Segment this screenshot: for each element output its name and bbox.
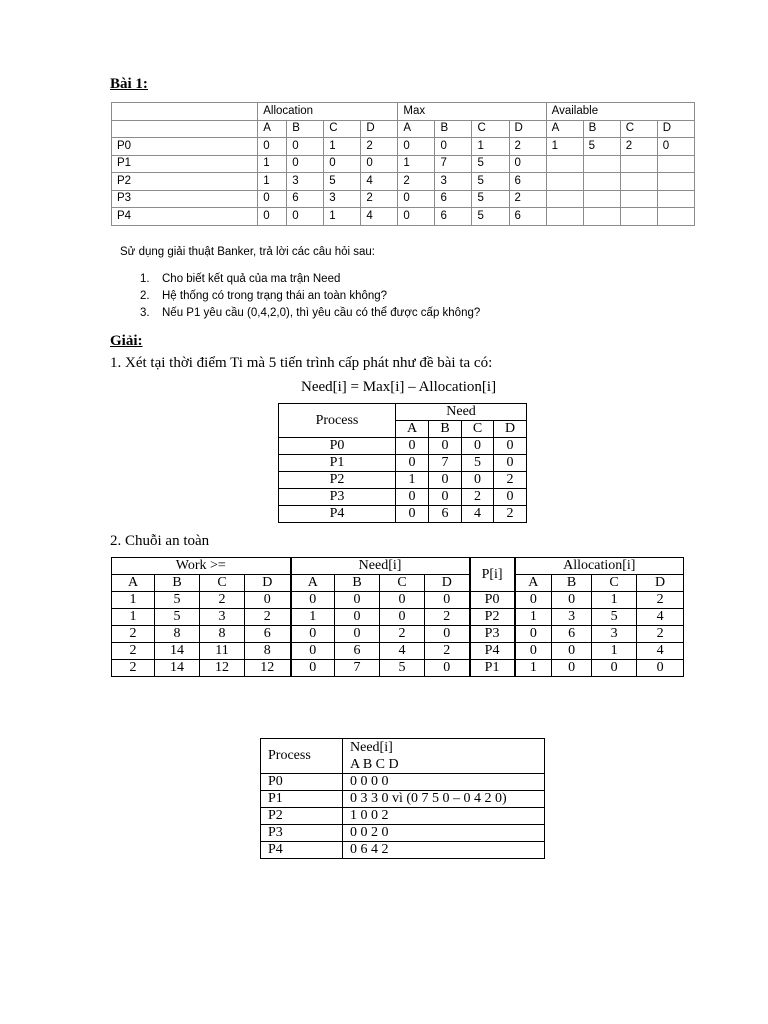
available-cell — [583, 155, 620, 173]
need-row — [279, 506, 527, 523]
need-value-cell: 0 — [462, 472, 494, 489]
need-row — [279, 455, 527, 472]
safe-alloc-cell: 1 — [592, 643, 637, 660]
work-cell: 2 — [112, 660, 155, 677]
final-need-value: 0 6 4 2 — [343, 842, 545, 859]
final-row — [261, 774, 545, 791]
max-cell: 0 — [509, 155, 546, 173]
problem-corner-cell — [112, 103, 258, 121]
problem-row — [112, 208, 695, 226]
available-cell — [546, 208, 583, 226]
work-cell: 2 — [112, 626, 155, 643]
max-cell: 0 — [398, 208, 435, 226]
safe-alloc-cell: 0 — [637, 660, 684, 677]
max-col-a-header: A — [398, 120, 435, 138]
work-cell: 8 — [155, 626, 200, 643]
allocation-cell: 0 — [258, 138, 287, 156]
work-cell: 14 — [155, 660, 200, 677]
final-row — [261, 808, 545, 825]
available-cell — [620, 190, 657, 208]
max-cell: 2 — [509, 138, 546, 156]
safe-alloc-cell: 6 — [552, 626, 592, 643]
allocation-cell: 3 — [287, 173, 324, 191]
max-cell: 5 — [472, 190, 509, 208]
safe-alloc-cell: 1 — [515, 660, 552, 677]
safe-need-cell: 0 — [425, 626, 470, 643]
final-process-header: Process — [261, 739, 343, 774]
work-cell: 1 — [112, 609, 155, 626]
safe-need-col-d-header: D — [425, 575, 470, 592]
allocation-col-d-header: D — [361, 120, 398, 138]
safe-process-label: P2 — [470, 609, 515, 626]
max-cell: 6 — [509, 173, 546, 191]
need-col-d-header: D — [494, 421, 527, 438]
need-value-cell: 0 — [494, 438, 527, 455]
safe-row — [112, 609, 684, 626]
safe-alloc-cell: 1 — [592, 592, 637, 609]
need-table — [278, 403, 527, 523]
need-value-cell: 1 — [396, 472, 429, 489]
safe-need-cell: 0 — [335, 592, 380, 609]
final-row — [261, 791, 545, 808]
safe-need-cell: 4 — [380, 643, 425, 660]
final-need-value: 0 3 3 0 vì (0 7 5 0 – 0 4 2 0) — [343, 791, 545, 808]
work-cell: 8 — [245, 643, 291, 660]
safe-need-cell: 0 — [380, 592, 425, 609]
problem-group-header-row — [112, 103, 695, 121]
safe-alloc-header: Allocation[i] — [515, 558, 684, 575]
work-col-a-header: A — [112, 575, 155, 592]
safe-need-cell: 0 — [291, 643, 335, 660]
max-cell: 5 — [472, 173, 509, 191]
available-col-a-header: A — [546, 120, 583, 138]
available-cell — [546, 155, 583, 173]
work-header: Work >= — [112, 558, 291, 575]
final-row — [261, 825, 545, 842]
question-list — [140, 271, 480, 322]
final-need-table — [260, 738, 545, 859]
safe-alloc-cell: 0 — [592, 660, 637, 677]
safe-row — [112, 592, 684, 609]
safe-need-cell: 0 — [335, 626, 380, 643]
need-col-a-header: A — [396, 421, 429, 438]
allocation-cell: 4 — [361, 173, 398, 191]
safe-cols-row — [112, 575, 684, 592]
question-item — [140, 288, 480, 305]
need-value-cell: 0 — [396, 455, 429, 472]
safe-need-header: Need[i] — [291, 558, 470, 575]
allocation-cell: 3 — [324, 190, 361, 208]
safe-need-cell: 2 — [425, 643, 470, 660]
available-cell — [657, 190, 694, 208]
safe-need-cell: 0 — [335, 609, 380, 626]
safe-row — [112, 626, 684, 643]
max-cell: 3 — [435, 173, 472, 191]
question-text: Hệ thống có trong trạng thái an toàn không? — [162, 290, 388, 302]
allocation-cell: 5 — [324, 173, 361, 191]
safe-alloc-cell: 2 — [637, 592, 684, 609]
allocation-cell: 1 — [324, 138, 361, 156]
process-label: P3 — [112, 190, 258, 208]
safe-group-header-row — [112, 558, 684, 575]
safe-need-cell: 5 — [380, 660, 425, 677]
safe-need-cell: 0 — [425, 660, 470, 677]
need-process-label: P1 — [279, 455, 396, 472]
allocation-cell: 0 — [324, 155, 361, 173]
need-formula: Need[i] = Max[i] – Allocation[i] — [301, 379, 497, 395]
final-need-value: 0 0 2 0 — [343, 825, 545, 842]
need-value-cell: 0 — [494, 489, 527, 506]
problem-sub-corner-cell — [112, 120, 258, 138]
safe-alloc-col-b-header: B — [552, 575, 592, 592]
process-label: P4 — [112, 208, 258, 226]
safe-need-cell: 1 — [291, 609, 335, 626]
safe-need-col-a-header: A — [291, 575, 335, 592]
work-col-d-header: D — [245, 575, 291, 592]
safe-need-cell: 7 — [335, 660, 380, 677]
available-cell: 1 — [546, 138, 583, 156]
available-cell — [620, 208, 657, 226]
available-cell — [546, 173, 583, 191]
need-value-cell: 2 — [462, 489, 494, 506]
need-process-label: P2 — [279, 472, 396, 489]
problem-row — [112, 173, 695, 191]
safe-need-col-c-header: C — [380, 575, 425, 592]
max-cell: 6 — [435, 190, 472, 208]
exercise-title: Bài 1: — [110, 76, 148, 92]
safe-row — [112, 660, 684, 677]
question-text: Nếu P1 yêu cầu (0,4,2,0), thì yêu cầu có thể được cấp không? — [162, 307, 481, 319]
work-col-c-header: C — [200, 575, 245, 592]
safe-alloc-cell: 0 — [552, 660, 592, 677]
allocation-cell: 1 — [258, 155, 287, 173]
safe-process-label: P4 — [470, 643, 515, 660]
allocation-cell: 0 — [287, 208, 324, 226]
work-col-b-header: B — [155, 575, 200, 592]
need-value-cell: 0 — [396, 489, 429, 506]
need-value-cell: 2 — [494, 506, 527, 523]
allocation-cell: 0 — [258, 190, 287, 208]
need-row — [279, 438, 527, 455]
final-need-header-line2: A B C D — [350, 757, 399, 772]
final-process-label: P0 — [261, 774, 343, 791]
problem-row — [112, 155, 695, 173]
need-value-cell: 2 — [494, 472, 527, 489]
question-number: 2. — [140, 290, 150, 302]
available-cell — [583, 208, 620, 226]
allocation-cell: 2 — [361, 138, 398, 156]
final-process-label: P2 — [261, 808, 343, 825]
need-value-cell: 0 — [429, 472, 462, 489]
allocation-cell: 0 — [287, 155, 324, 173]
instruction-text: Sử dụng giải thuật Banker, trả lời các câu hỏi sau: — [120, 246, 375, 258]
need-col-b-header: B — [429, 421, 462, 438]
available-cell: 5 — [583, 138, 620, 156]
need-process-label: P0 — [279, 438, 396, 455]
max-cell: 6 — [435, 208, 472, 226]
available-cell — [583, 173, 620, 191]
safe-alloc-cell: 1 — [515, 609, 552, 626]
available-col-c-header: C — [620, 120, 657, 138]
available-cell — [657, 155, 694, 173]
final-need-value: 1 0 0 2 — [343, 808, 545, 825]
safe-alloc-col-d-header: D — [637, 575, 684, 592]
need-value-cell: 0 — [429, 438, 462, 455]
work-cell: 3 — [200, 609, 245, 626]
safe-need-cell: 0 — [380, 609, 425, 626]
safe-sequence-table — [111, 557, 684, 677]
allocation-cell: 6 — [287, 190, 324, 208]
solution-heading: Giải: — [110, 333, 143, 349]
safe-alloc-col-c-header: C — [592, 575, 637, 592]
allocation-col-a-header: A — [258, 120, 287, 138]
safe-need-cell: 0 — [291, 660, 335, 677]
safe-alloc-col-a-header: A — [515, 575, 552, 592]
safe-need-cell: 0 — [425, 592, 470, 609]
safe-alloc-cell: 0 — [515, 592, 552, 609]
available-cell: 2 — [620, 138, 657, 156]
max-col-c-header: C — [472, 120, 509, 138]
safe-need-cell: 0 — [291, 626, 335, 643]
max-cell: 0 — [435, 138, 472, 156]
need-value-cell: 0 — [429, 489, 462, 506]
allocation-cell: 0 — [287, 138, 324, 156]
max-cell: 2 — [398, 173, 435, 191]
max-cell: 2 — [509, 190, 546, 208]
allocation-cell: 0 — [361, 155, 398, 173]
problem-row — [112, 138, 695, 156]
safe-need-col-b-header: B — [335, 575, 380, 592]
question-number: 3. — [140, 307, 150, 319]
safe-alloc-cell: 5 — [592, 609, 637, 626]
need-header-row — [279, 404, 527, 421]
work-cell: 8 — [200, 626, 245, 643]
problem-sub-header-row — [112, 120, 695, 138]
safe-alloc-cell: 3 — [592, 626, 637, 643]
need-value-cell: 0 — [462, 438, 494, 455]
final-need-value: 0 0 0 0 — [343, 774, 545, 791]
need-value-cell: 0 — [396, 438, 429, 455]
work-cell: 12 — [200, 660, 245, 677]
work-cell: 6 — [245, 626, 291, 643]
final-process-label: P3 — [261, 825, 343, 842]
safe-row — [112, 643, 684, 660]
work-cell: 5 — [155, 609, 200, 626]
safe-alloc-cell: 2 — [637, 626, 684, 643]
safe-need-cell: 0 — [291, 592, 335, 609]
max-cell: 0 — [398, 138, 435, 156]
available-cell — [657, 173, 694, 191]
need-value-cell: 0 — [396, 506, 429, 523]
work-cell: 11 — [200, 643, 245, 660]
final-process-label: P4 — [261, 842, 343, 859]
max-cell: 6 — [509, 208, 546, 226]
safe-alloc-cell: 4 — [637, 643, 684, 660]
allocation-cell: 1 — [324, 208, 361, 226]
need-value-cell: 0 — [494, 455, 527, 472]
max-col-b-header: B — [435, 120, 472, 138]
available-cell — [620, 173, 657, 191]
work-cell: 2 — [200, 592, 245, 609]
work-cell: 14 — [155, 643, 200, 660]
step2-text: 2. Chuỗi an toàn — [110, 533, 210, 549]
available-col-d-header: D — [657, 120, 694, 138]
available-cell — [657, 208, 694, 226]
work-cell: 5 — [155, 592, 200, 609]
safe-alloc-cell: 4 — [637, 609, 684, 626]
work-cell: 2 — [245, 609, 291, 626]
safe-need-cell: 6 — [335, 643, 380, 660]
max-cell: 5 — [472, 208, 509, 226]
available-header: Available — [546, 103, 694, 121]
pi-header: P[i] — [470, 558, 515, 592]
allocation-col-c-header: C — [324, 120, 361, 138]
safe-alloc-cell: 0 — [515, 626, 552, 643]
need-process-label: P4 — [279, 506, 396, 523]
final-need-header — [343, 739, 545, 774]
need-row — [279, 472, 527, 489]
final-row — [261, 842, 545, 859]
allocation-cell: 1 — [258, 173, 287, 191]
final-header-row — [261, 739, 545, 774]
need-row — [279, 489, 527, 506]
need-value-cell: 4 — [462, 506, 494, 523]
allocation-col-b-header: B — [287, 120, 324, 138]
need-value-cell: 6 — [429, 506, 462, 523]
allocation-cell: 2 — [361, 190, 398, 208]
safe-process-label: P0 — [470, 592, 515, 609]
available-cell — [546, 190, 583, 208]
safe-process-label: P3 — [470, 626, 515, 643]
safe-alloc-cell: 0 — [515, 643, 552, 660]
available-cell — [583, 190, 620, 208]
safe-need-cell: 2 — [425, 609, 470, 626]
question-text: Cho biết kết quả của ma trận Need — [162, 273, 341, 285]
question-item — [140, 305, 480, 322]
work-cell: 12 — [245, 660, 291, 677]
problem-table — [111, 102, 695, 226]
work-cell: 1 — [112, 592, 155, 609]
safe-alloc-cell: 0 — [552, 592, 592, 609]
available-cell: 0 — [657, 138, 694, 156]
question-number: 1. — [140, 273, 150, 285]
max-header: Max — [398, 103, 546, 121]
need-value-cell: 5 — [462, 455, 494, 472]
max-cell: 0 — [398, 190, 435, 208]
need-group-header: Need — [396, 404, 527, 421]
need-value-cell: 7 — [429, 455, 462, 472]
need-process-label: P3 — [279, 489, 396, 506]
question-item — [140, 271, 480, 288]
need-col-c-header: C — [462, 421, 494, 438]
max-cell: 1 — [472, 138, 509, 156]
process-label: P2 — [112, 173, 258, 191]
problem-row — [112, 190, 695, 208]
available-cell — [620, 155, 657, 173]
max-cell: 7 — [435, 155, 472, 173]
work-cell: 0 — [245, 592, 291, 609]
allocation-cell: 4 — [361, 208, 398, 226]
max-col-d-header: D — [509, 120, 546, 138]
process-label: P1 — [112, 155, 258, 173]
allocation-cell: 0 — [258, 208, 287, 226]
max-cell: 5 — [472, 155, 509, 173]
safe-alloc-cell: 0 — [552, 643, 592, 660]
process-label: P0 — [112, 138, 258, 156]
safe-alloc-cell: 3 — [552, 609, 592, 626]
available-col-b-header: B — [583, 120, 620, 138]
allocation-header: Allocation — [258, 103, 398, 121]
final-process-label: P1 — [261, 791, 343, 808]
step1-text: 1. Xét tại thời điểm Ti mà 5 tiến trình cấp phát như đề bài ta có: — [110, 355, 493, 371]
safe-process-label: P1 — [470, 660, 515, 677]
final-need-header-line1: Need[i] — [350, 740, 393, 755]
need-process-header: Process — [279, 404, 396, 438]
work-cell: 2 — [112, 643, 155, 660]
safe-need-cell: 2 — [380, 626, 425, 643]
max-cell: 1 — [398, 155, 435, 173]
